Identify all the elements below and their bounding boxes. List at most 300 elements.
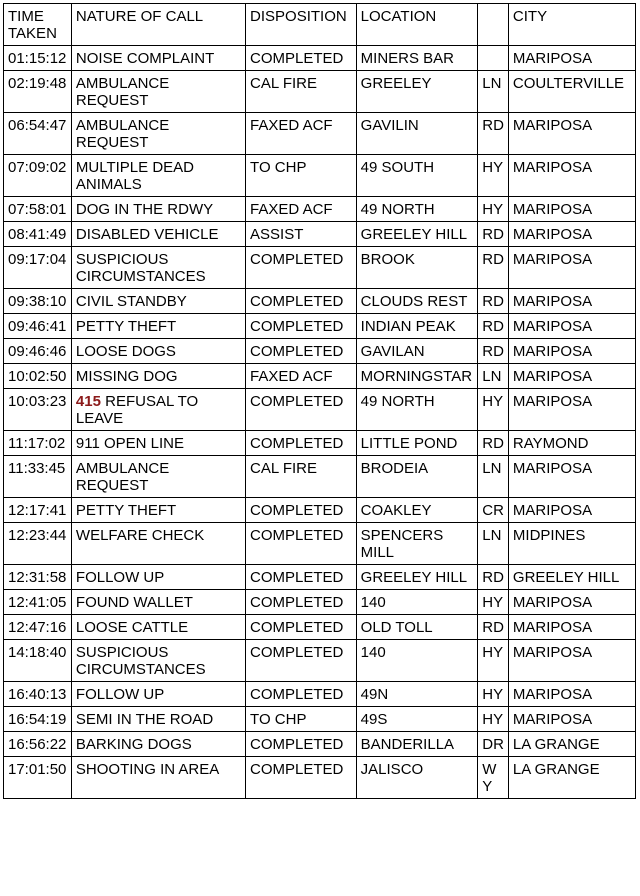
cell-time	[4, 682, 72, 707]
cell-location-text: OLD TOLL	[360, 619, 433, 636]
cell-disposition	[246, 389, 357, 431]
cell-city	[508, 707, 635, 732]
cell-location	[356, 247, 478, 289]
cell-disposition-text: COMPLETED	[250, 50, 344, 67]
cell-nature	[71, 113, 245, 155]
cell-time	[4, 314, 72, 339]
cell-suffix	[478, 565, 509, 590]
cell-location	[356, 222, 478, 247]
cell-nature	[71, 289, 245, 314]
cell-time	[4, 197, 72, 222]
cell-time	[4, 615, 72, 640]
cell-time-text: 12:47:16	[8, 619, 67, 636]
cell-city	[508, 46, 635, 71]
cell-city	[508, 247, 635, 289]
cell-time-text: 17:01:50	[8, 761, 67, 778]
cell-nature-text: SEMI IN THE ROAD	[75, 711, 214, 728]
cell-disposition	[246, 46, 357, 71]
cell-disposition	[246, 339, 357, 364]
cell-city-text: MARIPOSA	[512, 502, 593, 519]
cell-location	[356, 46, 478, 71]
cell-nature	[71, 498, 245, 523]
cell-city	[508, 523, 635, 565]
cell-nature	[71, 757, 245, 799]
cell-location-text: 140	[360, 594, 386, 611]
cell-time	[4, 523, 72, 565]
cell-nature	[71, 707, 245, 732]
cell-nature	[71, 732, 245, 757]
cell-disposition	[246, 456, 357, 498]
cell-location-text: COAKLEY	[360, 502, 432, 519]
cell-time-text: 11:17:02	[8, 435, 66, 452]
cell-nature	[71, 523, 245, 565]
cell-nature-text: SHOOTING IN AREA	[75, 761, 220, 778]
cell-location-text: BANDERILLA	[360, 736, 455, 753]
cell-location-text: CLOUDS REST	[360, 293, 468, 310]
cell-nature-text: AMBULANCE REQUEST	[75, 117, 170, 151]
cell-location	[356, 732, 478, 757]
table-row	[4, 289, 636, 314]
cell-city-text: MARIPOSA	[512, 226, 593, 243]
cell-time-text: 16:54:19	[8, 711, 67, 728]
cell-disposition-text: FAXED ACF	[250, 117, 333, 134]
cell-time-text: 07:58:01	[8, 201, 67, 218]
table-row	[4, 640, 636, 682]
cell-nature-text: 911 OPEN LINE	[75, 435, 185, 452]
cell-disposition	[246, 247, 357, 289]
cell-location-text: 49 SOUTH	[360, 159, 435, 176]
cell-city-text: RAYMOND	[512, 435, 589, 452]
cell-nature	[71, 339, 245, 364]
cell-location	[356, 289, 478, 314]
header-city: CITY	[508, 4, 635, 46]
cell-time-text: 06:54:47	[8, 117, 67, 134]
cell-location-text: BROOK	[360, 251, 415, 268]
cell-suffix-text: HY	[482, 594, 504, 611]
cell-location-text: 49N	[360, 686, 389, 703]
cell-suffix	[478, 615, 509, 640]
cell-disposition	[246, 289, 357, 314]
cell-nature-text: FOUND WALLET	[75, 594, 193, 611]
header-suffix	[478, 4, 509, 46]
table-row	[4, 46, 636, 71]
cell-suffix-text: CR	[482, 502, 504, 519]
cell-suffix-text: RD	[482, 318, 504, 335]
cell-disposition	[246, 71, 357, 113]
cell-nature-text: NOISE COMPLAINT	[75, 50, 215, 67]
cell-disposition-text: CAL FIRE	[250, 460, 318, 477]
cell-city-text: MARIPOSA	[512, 293, 593, 310]
cell-location-text: GREELEY	[360, 75, 432, 92]
cell-suffix-text: HY	[482, 159, 504, 176]
cell-time-text: 12:17:41	[8, 502, 67, 519]
cell-suffix	[478, 113, 509, 155]
header-disposition: DISPOSITION	[246, 4, 357, 46]
cell-location-text: 49 NORTH	[360, 201, 435, 218]
cell-location-text: GREELEY HILL	[360, 569, 468, 586]
cell-nature-text: SUSPICIOUS CIRCUMSTANCES	[75, 251, 206, 285]
cell-disposition	[246, 707, 357, 732]
cell-suffix	[478, 640, 509, 682]
cell-suffix-text: RD	[482, 435, 504, 452]
cell-location-text: SPENCERS MILL	[360, 527, 444, 561]
table-row	[4, 314, 636, 339]
cell-suffix-text: LN	[482, 368, 502, 385]
cell-nature	[71, 71, 245, 113]
cell-suffix-text: RD	[482, 343, 504, 360]
cell-nature	[71, 197, 245, 222]
cell-location	[356, 498, 478, 523]
cell-nature	[71, 222, 245, 247]
cell-city-text: MARIPOSA	[512, 343, 593, 360]
cell-suffix-text: RD	[482, 619, 504, 636]
cell-disposition-text: COMPLETED	[250, 393, 344, 410]
cell-time-text: 08:41:49	[8, 226, 67, 243]
cell-city	[508, 431, 635, 456]
cell-disposition-text: COMPLETED	[250, 619, 344, 636]
cell-disposition-text: COMPLETED	[250, 594, 344, 611]
cell-city	[508, 155, 635, 197]
cell-suffix	[478, 707, 509, 732]
cell-disposition	[246, 364, 357, 389]
cell-disposition	[246, 314, 357, 339]
cell-suffix-text: DR	[482, 736, 504, 753]
cell-city-text: MARIPOSA	[512, 711, 593, 728]
cell-nature	[71, 389, 245, 431]
cell-disposition-text: COMPLETED	[250, 686, 344, 703]
cell-nature-text: AMBULANCE REQUEST	[75, 75, 170, 109]
table-row	[4, 523, 636, 565]
cell-time-text: 14:18:40	[8, 644, 67, 661]
cell-suffix	[478, 732, 509, 757]
cell-suffix	[478, 222, 509, 247]
cell-suffix-text: WY	[482, 761, 497, 795]
cell-location	[356, 640, 478, 682]
cell-nature-text: LOOSE CATTLE	[75, 619, 189, 636]
cell-location-text: GAVILAN	[360, 343, 425, 360]
cell-nature	[71, 682, 245, 707]
cell-disposition-text: COMPLETED	[250, 251, 344, 268]
cell-city	[508, 757, 635, 799]
cell-nature	[71, 615, 245, 640]
cell-suffix-text: RD	[482, 251, 504, 268]
cell-time	[4, 71, 72, 113]
table-row	[4, 757, 636, 799]
cell-city	[508, 339, 635, 364]
cell-location	[356, 197, 478, 222]
cell-disposition	[246, 757, 357, 799]
cell-location	[356, 314, 478, 339]
cell-time	[4, 289, 72, 314]
cell-location	[356, 523, 478, 565]
cell-nature	[71, 431, 245, 456]
cell-location-text: BRODEIA	[360, 460, 429, 477]
cell-city	[508, 364, 635, 389]
cell-disposition	[246, 113, 357, 155]
cell-location	[356, 389, 478, 431]
cell-time	[4, 640, 72, 682]
cell-disposition	[246, 590, 357, 615]
cell-nature-text: WELFARE CHECK	[75, 527, 205, 544]
cell-nature-text: DOG IN THE RDWY	[75, 201, 214, 218]
cell-suffix-text: LN	[482, 75, 502, 92]
cell-location	[356, 757, 478, 799]
cell-location-text: LITTLE POND	[360, 435, 458, 452]
cell-suffix-text: HY	[482, 201, 504, 218]
cell-city-text: MARIPOSA	[512, 686, 593, 703]
cell-city-text: MARIPOSA	[512, 460, 593, 477]
cell-nature-text: REFUSAL TO LEAVE	[75, 393, 199, 427]
cell-location-text: INDIAN PEAK	[360, 318, 456, 335]
cell-suffix-text: LN	[482, 527, 502, 544]
cell-nature	[71, 364, 245, 389]
cell-city-text: MARIPOSA	[512, 50, 593, 67]
cell-time	[4, 707, 72, 732]
header-nature: NATURE OF CALL	[71, 4, 245, 46]
cell-suffix	[478, 197, 509, 222]
cell-time-text: 12:31:58	[8, 569, 67, 586]
cell-suffix	[478, 71, 509, 113]
cell-nature-text: MULTIPLE DEAD ANIMALS	[75, 159, 194, 193]
call-code: 415	[75, 393, 101, 410]
cell-nature	[71, 590, 245, 615]
table-row	[4, 590, 636, 615]
call-log-table	[3, 3, 636, 799]
cell-city-text: MARIPOSA	[512, 117, 593, 134]
table-row	[4, 197, 636, 222]
cell-nature-text: LOOSE DOGS	[75, 343, 176, 360]
cell-time	[4, 389, 72, 431]
cell-city-text: MARIPOSA	[512, 644, 593, 661]
cell-disposition	[246, 615, 357, 640]
cell-city	[508, 389, 635, 431]
cell-nature-text: MISSING DOG	[75, 368, 178, 385]
cell-suffix-text: LN	[482, 460, 502, 477]
cell-nature	[71, 155, 245, 197]
cell-city	[508, 222, 635, 247]
cell-time	[4, 46, 72, 71]
cell-disposition	[246, 565, 357, 590]
cell-city	[508, 615, 635, 640]
table-row	[4, 222, 636, 247]
cell-city-text: LA GRANGE	[512, 761, 600, 778]
cell-city-text: MARIPOSA	[512, 594, 593, 611]
cell-city	[508, 113, 635, 155]
cell-suffix-text: RD	[482, 293, 504, 310]
cell-location	[356, 71, 478, 113]
cell-location	[356, 682, 478, 707]
cell-city-text: MIDPINES	[512, 527, 586, 544]
cell-time	[4, 339, 72, 364]
table-row	[4, 498, 636, 523]
table-row	[4, 247, 636, 289]
cell-city	[508, 289, 635, 314]
header-row	[4, 4, 636, 46]
cell-suffix	[478, 590, 509, 615]
cell-disposition-text: COMPLETED	[250, 569, 344, 586]
cell-city-text: MARIPOSA	[512, 201, 593, 218]
cell-nature-text: SUSPICIOUS CIRCUMSTANCES	[75, 644, 206, 678]
cell-nature-text: AMBULANCE REQUEST	[75, 460, 170, 494]
cell-disposition-text: TO CHP	[250, 159, 307, 176]
cell-city	[508, 590, 635, 615]
cell-city	[508, 314, 635, 339]
cell-disposition-text: CAL FIRE	[250, 75, 318, 92]
cell-time	[4, 565, 72, 590]
table-row	[4, 71, 636, 113]
cell-city	[508, 197, 635, 222]
cell-time-text: 01:15:12	[8, 50, 67, 67]
cell-nature	[71, 46, 245, 71]
table-row	[4, 456, 636, 498]
cell-disposition	[246, 498, 357, 523]
cell-city	[508, 71, 635, 113]
cell-nature	[71, 247, 245, 289]
table-row	[4, 389, 636, 431]
cell-suffix	[478, 682, 509, 707]
cell-disposition-text: ASSIST	[250, 226, 304, 243]
cell-disposition-text: COMPLETED	[250, 343, 344, 360]
table-row	[4, 364, 636, 389]
cell-disposition-text: COMPLETED	[250, 527, 344, 544]
cell-disposition-text: COMPLETED	[250, 736, 344, 753]
cell-disposition	[246, 222, 357, 247]
cell-city	[508, 682, 635, 707]
cell-disposition-text: COMPLETED	[250, 293, 344, 310]
cell-location-text: MINERS BAR	[360, 50, 455, 67]
cell-time-text: 07:09:02	[8, 159, 67, 176]
cell-city-text: MARIPOSA	[512, 393, 593, 410]
cell-disposition-text: FAXED ACF	[250, 368, 333, 385]
cell-location	[356, 431, 478, 456]
cell-suffix-text: RD	[482, 117, 504, 134]
table-row	[4, 707, 636, 732]
cell-time	[4, 431, 72, 456]
cell-time	[4, 590, 72, 615]
table-row	[4, 615, 636, 640]
cell-location-text: JALISCO	[360, 761, 424, 778]
cell-disposition-text: TO CHP	[250, 711, 307, 728]
cell-disposition	[246, 640, 357, 682]
cell-suffix	[478, 339, 509, 364]
cell-time-text: 11:33:45	[8, 460, 66, 477]
cell-location-text: 140	[360, 644, 386, 661]
cell-disposition	[246, 431, 357, 456]
cell-location	[356, 456, 478, 498]
cell-time-text: 12:23:44	[8, 527, 67, 544]
cell-suffix	[478, 523, 509, 565]
cell-location	[356, 155, 478, 197]
cell-time	[4, 757, 72, 799]
cell-suffix-text: RD	[482, 569, 504, 586]
cell-disposition-text: COMPLETED	[250, 644, 344, 661]
cell-time-text: 09:17:04	[8, 251, 67, 268]
cell-location	[356, 339, 478, 364]
cell-nature	[71, 565, 245, 590]
cell-location-text: 49S	[360, 711, 388, 728]
cell-location	[356, 364, 478, 389]
cell-time	[4, 155, 72, 197]
cell-suffix-text: HY	[482, 393, 504, 410]
cell-location	[356, 565, 478, 590]
cell-suffix-text: HY	[482, 644, 504, 661]
cell-time	[4, 247, 72, 289]
table-row	[4, 113, 636, 155]
cell-nature-text: CIVIL STANDBY	[75, 293, 187, 310]
cell-suffix	[478, 247, 509, 289]
cell-nature-text: FOLLOW UP	[75, 569, 165, 586]
cell-time-text: 16:56:22	[8, 736, 67, 753]
cell-time-text: 09:46:46	[8, 343, 67, 360]
cell-suffix	[478, 289, 509, 314]
cell-suffix	[478, 46, 509, 71]
cell-time-text: 02:19:48	[8, 75, 67, 92]
cell-nature-text: PETTY THEFT	[75, 502, 177, 519]
cell-city	[508, 565, 635, 590]
table-row	[4, 339, 636, 364]
cell-location-text: GAVILIN	[360, 117, 419, 134]
cell-time-text: 16:40:13	[8, 686, 67, 703]
cell-suffix	[478, 364, 509, 389]
table-row	[4, 431, 636, 456]
cell-time-text: 09:38:10	[8, 293, 67, 310]
cell-city	[508, 498, 635, 523]
cell-nature-text: BARKING DOGS	[75, 736, 192, 753]
cell-nature	[71, 314, 245, 339]
cell-disposition-text: COMPLETED	[250, 318, 344, 335]
cell-location	[356, 590, 478, 615]
cell-time-text: 12:41:05	[8, 594, 67, 611]
cell-nature-text: PETTY THEFT	[75, 318, 177, 335]
cell-disposition	[246, 523, 357, 565]
cell-suffix	[478, 155, 509, 197]
cell-suffix	[478, 389, 509, 431]
cell-time	[4, 456, 72, 498]
cell-disposition	[246, 155, 357, 197]
cell-suffix	[478, 498, 509, 523]
cell-location-text: GREELEY HILL	[360, 226, 468, 243]
cell-suffix-text: RD	[482, 226, 504, 243]
cell-time-text: 10:03:23	[8, 393, 67, 410]
cell-city-text: MARIPOSA	[512, 368, 593, 385]
cell-disposition-text: COMPLETED	[250, 761, 344, 778]
cell-time	[4, 732, 72, 757]
cell-location-text: 49 NORTH	[360, 393, 435, 410]
cell-time-text: 09:46:41	[8, 318, 67, 335]
cell-nature	[71, 456, 245, 498]
cell-location-text: MORNINGSTAR	[360, 368, 473, 385]
cell-city-text: COULTERVILLE	[512, 75, 625, 92]
cell-city	[508, 640, 635, 682]
header-time: TIME TAKEN	[4, 4, 72, 46]
cell-time	[4, 364, 72, 389]
cell-time	[4, 498, 72, 523]
cell-city-text: GREELEY HILL	[512, 569, 620, 586]
cell-disposition	[246, 732, 357, 757]
cell-disposition	[246, 682, 357, 707]
cell-city-text: MARIPOSA	[512, 619, 593, 636]
cell-suffix	[478, 456, 509, 498]
cell-suffix-text: HY	[482, 686, 504, 703]
header-location: LOCATION	[356, 4, 478, 46]
cell-city-text: LA GRANGE	[512, 736, 600, 753]
table-row	[4, 732, 636, 757]
cell-time	[4, 222, 72, 247]
cell-time-text: 10:02:50	[8, 368, 67, 385]
cell-suffix	[478, 431, 509, 456]
cell-disposition-text: COMPLETED	[250, 502, 344, 519]
cell-suffix-text: HY	[482, 711, 504, 728]
